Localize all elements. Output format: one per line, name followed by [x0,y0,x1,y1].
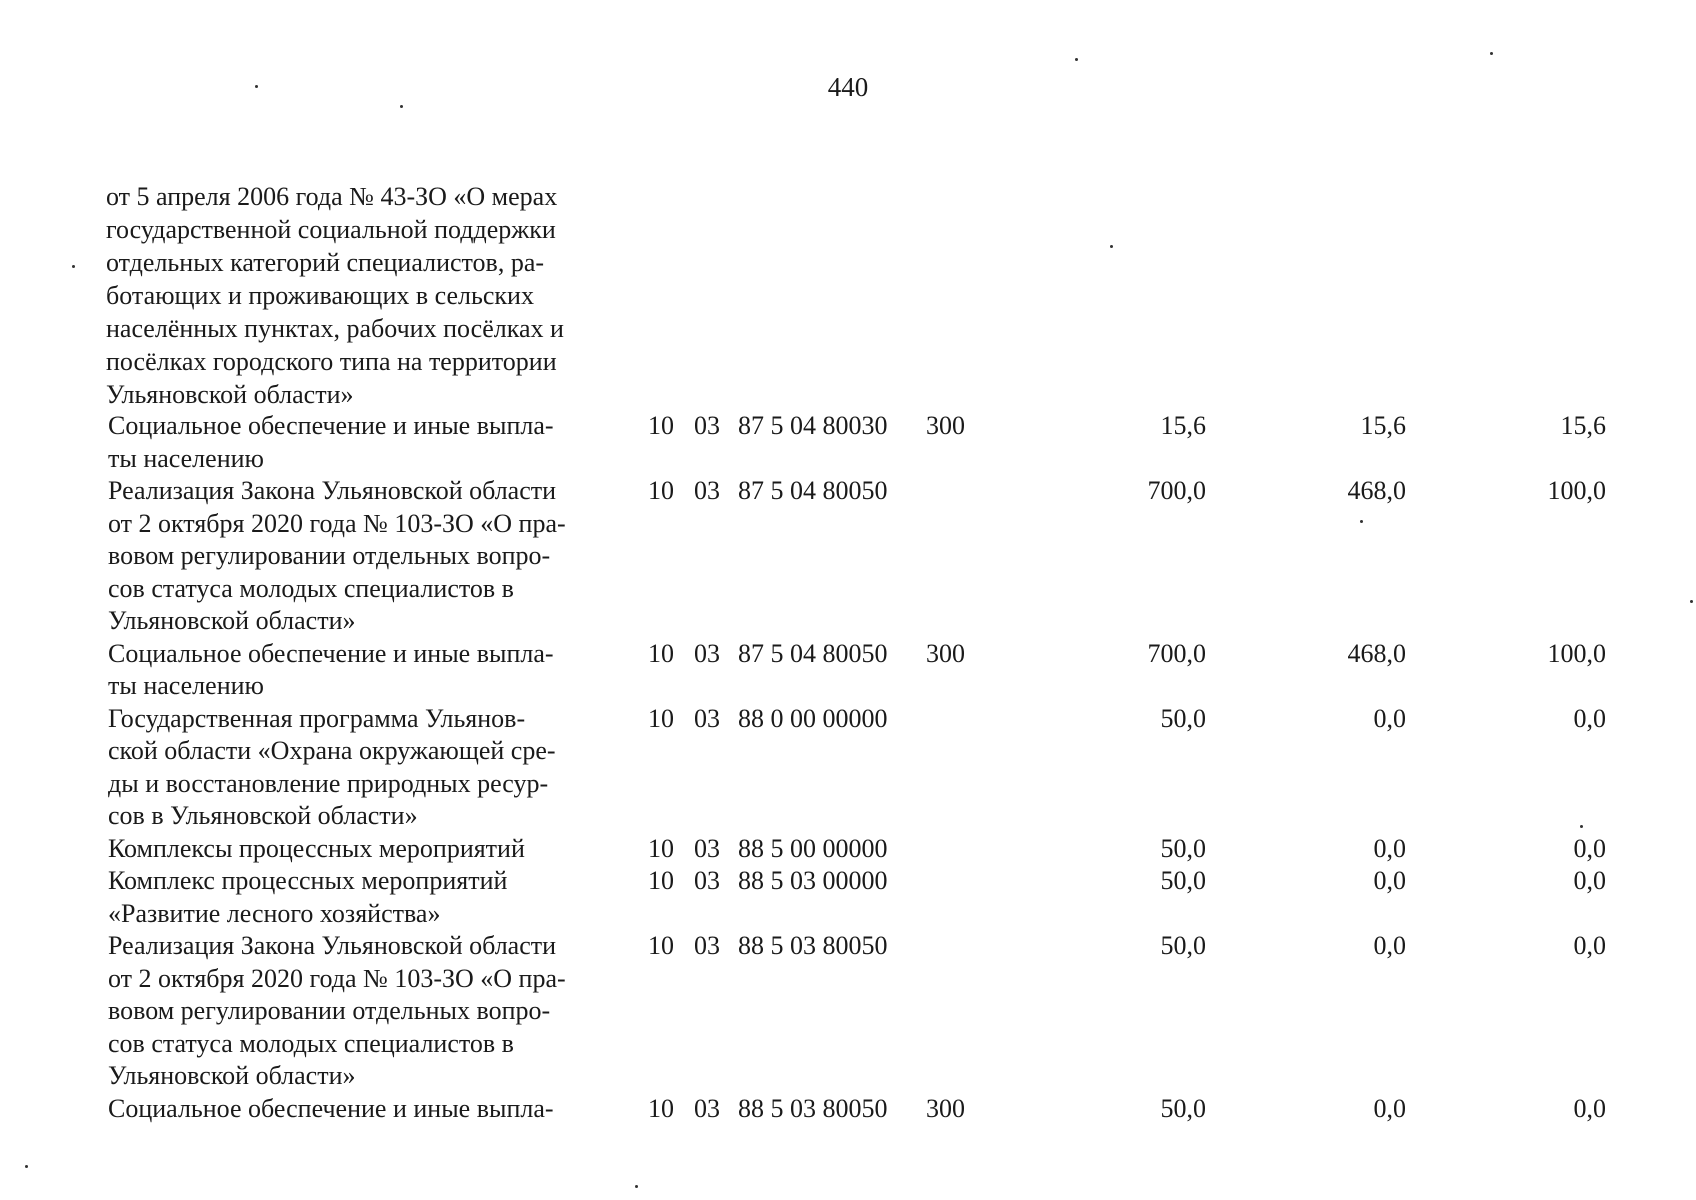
row-amount-3: 15,6 [1560,411,1606,440]
row-name-line: ской области «Охрана окружающей сре- [108,736,556,765]
row-section-code: 10 [648,411,674,440]
scan-speck [635,1185,638,1188]
row-section-code: 10 [648,931,674,960]
row-amount-3: 100,0 [1547,638,1606,668]
budget-table [108,410,1606,1125]
table-row [108,865,1606,930]
row-expense-type-code: 300 [926,411,965,440]
scan-speck [1580,825,1583,828]
row-name [108,930,618,1093]
row-name-line: Комплекс процессных мероприятий [108,866,508,895]
scan-speck [1110,245,1113,248]
row-target-code: 88 5 03 80050 [738,931,888,960]
intro-line: отдельных категорий специалистов, ра- [106,248,545,277]
row-name-line: Ульяновской области» [108,1061,356,1090]
row-section-code: 10 [648,703,674,733]
row-amount-1: 50,0 [1160,931,1206,960]
row-target-code: 88 0 00 00000 [738,703,888,733]
row-section-code: 10 [648,833,674,863]
scan-speck [72,265,75,268]
row-name-line: Социальное обеспечение и иные выпла- [108,638,554,668]
intro-line: Ульяновской области» [106,380,354,409]
row-name [108,865,618,930]
row-subsection-code: 03 [694,638,720,668]
row-target-code: 88 5 00 00000 [738,833,888,863]
row-amount-2: 0,0 [1373,866,1406,895]
row-target-code: 87 5 04 80030 [738,411,888,440]
row-amount-2: 0,0 [1373,703,1406,733]
row-section-code: 10 [648,866,674,895]
row-subsection-code: 03 [694,703,720,733]
intro-line: ботающих и проживающих в сельских [106,281,534,310]
row-name-line: сов в Ульяновской области» [108,801,418,830]
row-name-line: сов статуса молодых специалистов в [108,1028,514,1058]
scan-speck [1360,520,1363,523]
row-target-code: 87 5 04 80050 [738,476,888,505]
row-name [108,833,618,866]
row-amount-2: 468,0 [1347,638,1406,668]
row-amount-3: 0,0 [1573,866,1606,895]
table-row [108,930,1606,1093]
row-subsection-code: 03 [694,476,720,505]
row-subsection-code: 03 [694,833,720,863]
table-row [108,1093,1606,1126]
row-amount-2: 0,0 [1373,833,1406,863]
row-amount-3: 0,0 [1573,1093,1606,1123]
table-row [108,475,1606,638]
table-row [108,638,1606,703]
intro-line: от 5 апреля 2006 года № 43-ЗО «О мерах [106,182,558,211]
row-amount-3: 0,0 [1573,833,1606,863]
row-target-code: 88 5 03 80050 [738,1093,888,1123]
row-subsection-code: 03 [694,411,720,440]
row-name-line: Социальное обеспечение и иные выпла- [108,411,554,440]
row-name [108,475,618,638]
row-name-line: сов статуса молодых специалистов в [108,573,514,603]
row-name-line: ды и восстановление природных ресур- [108,768,549,798]
row-amount-1: 700,0 [1147,638,1206,668]
row-name-line: от 2 октября 2020 года № 103-ЗО «О пра- [108,963,566,993]
row-name [108,410,618,475]
row-section-code: 10 [648,1093,674,1123]
intro-line: посёлках городского типа на территории [106,347,557,376]
row-name-line: Реализация Закона Ульяновской области [108,931,557,960]
row-name-line: ты населению [108,671,264,700]
table-row [108,410,1606,475]
row-name-line: ты населению [108,443,264,473]
scan-speck [255,85,258,88]
scan-speck [1490,52,1493,55]
row-name [108,1093,618,1126]
row-name-line: Реализация Закона Ульяновской области [108,476,557,505]
row-amount-3: 0,0 [1573,931,1606,960]
row-target-code: 88 5 03 00000 [738,866,888,895]
row-amount-3: 100,0 [1547,476,1606,505]
row-name [108,703,618,833]
scan-speck [1690,600,1693,603]
row-expense-type-code: 300 [926,638,965,668]
row-subsection-code: 03 [694,866,720,895]
row-target-code: 87 5 04 80050 [738,638,888,668]
intro-line: государственной социальной поддержки [106,215,556,244]
row-amount-2: 0,0 [1373,931,1406,960]
row-name-line: от 2 октября 2020 года № 103-ЗО «О пра- [108,508,566,538]
intro-text [106,180,616,411]
row-name-line: «Развитие лесного хозяйства» [108,898,441,928]
row-amount-1: 50,0 [1160,866,1206,895]
row-name-line: Ульяновской области» [108,606,356,635]
row-name-line: Социальное обеспечение и иные выпла- [108,1093,554,1123]
row-name-line: Государственная программа Ульянов- [108,703,526,733]
row-name-line: вовом регулировании отдельных вопро- [108,541,551,570]
page-number: 440 [827,72,869,102]
table-row [108,703,1606,833]
row-amount-1: 50,0 [1160,703,1206,733]
row-amount-2: 0,0 [1373,1093,1406,1123]
scan-speck [400,105,403,108]
row-section-code: 10 [648,638,674,668]
row-amount-1: 50,0 [1160,1093,1206,1123]
row-amount-2: 468,0 [1347,476,1406,505]
table-row [108,833,1606,866]
row-name [108,638,618,703]
row-subsection-code: 03 [694,1093,720,1123]
row-subsection-code: 03 [694,931,720,960]
row-amount-1: 15,6 [1160,411,1206,440]
row-name-line: Комплексы процессных мероприятий [108,833,525,863]
row-amount-1: 50,0 [1160,833,1206,863]
row-section-code: 10 [648,476,674,505]
intro-line: населённых пунктах, рабочих посёлках и [106,314,564,343]
row-amount-1: 700,0 [1147,476,1206,505]
row-amount-2: 15,6 [1360,411,1406,440]
row-amount-3: 0,0 [1573,703,1606,733]
row-expense-type-code: 300 [926,1093,965,1123]
scan-speck [25,1165,28,1168]
scan-speck [1075,58,1078,61]
row-name-line: вовом регулировании отдельных вопро- [108,996,551,1025]
